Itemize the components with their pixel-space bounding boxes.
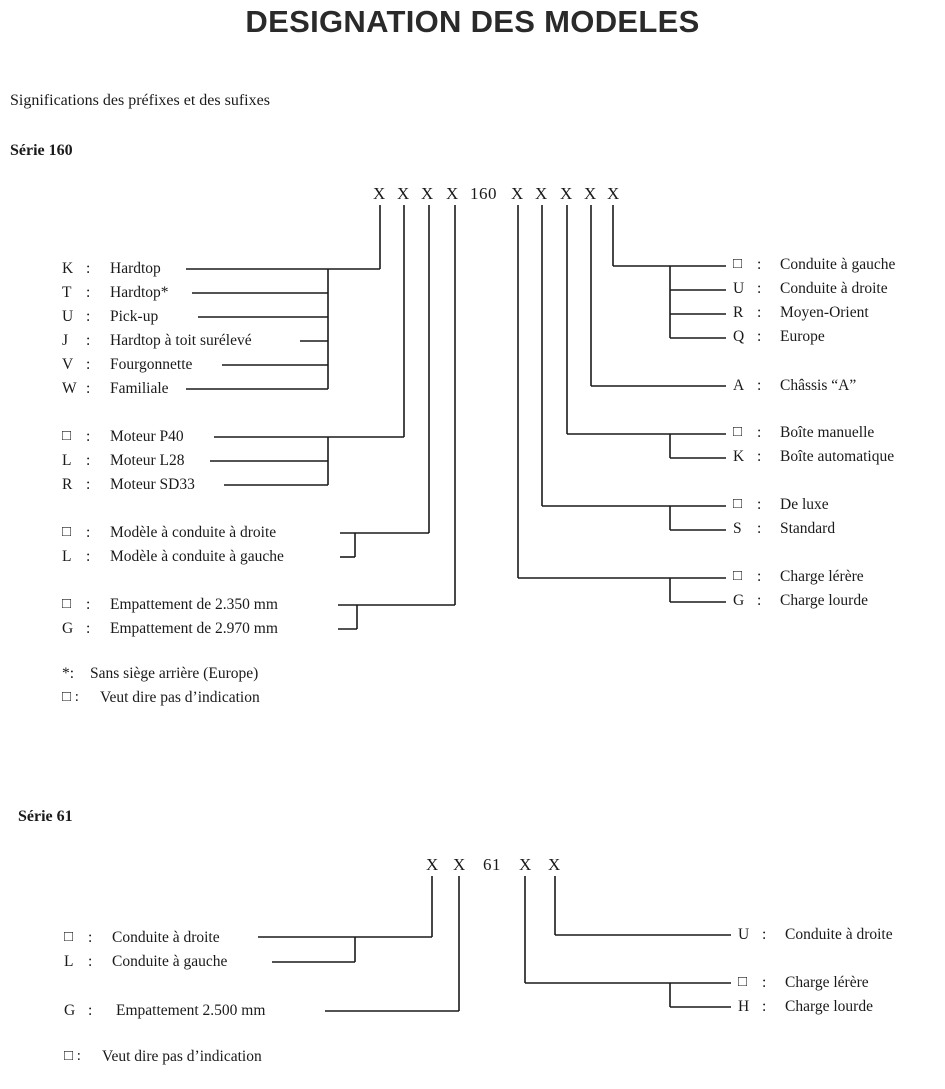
code-number: 61 <box>483 855 501 874</box>
code-char: X <box>511 184 524 203</box>
code-char: X <box>560 184 573 203</box>
code-char: X <box>421 184 434 203</box>
code-char: X <box>397 184 410 203</box>
series-160-heading: Série 160 <box>10 142 73 159</box>
code-char: X <box>373 184 386 203</box>
code-char: X <box>584 184 597 203</box>
code-char: X <box>519 855 532 874</box>
code-number: 160 <box>470 184 497 203</box>
code-char: X <box>535 184 548 203</box>
subtitle: Significations des préfixes et des sufixes <box>10 92 270 109</box>
code-char: X <box>426 855 439 874</box>
code-char: X <box>607 184 620 203</box>
page-title: DESIGNATION DES MODELES <box>245 4 700 39</box>
series-61-heading: Série 61 <box>18 808 73 825</box>
code-char: X <box>453 855 466 874</box>
code-char: X <box>446 184 459 203</box>
code-char: X <box>548 855 561 874</box>
